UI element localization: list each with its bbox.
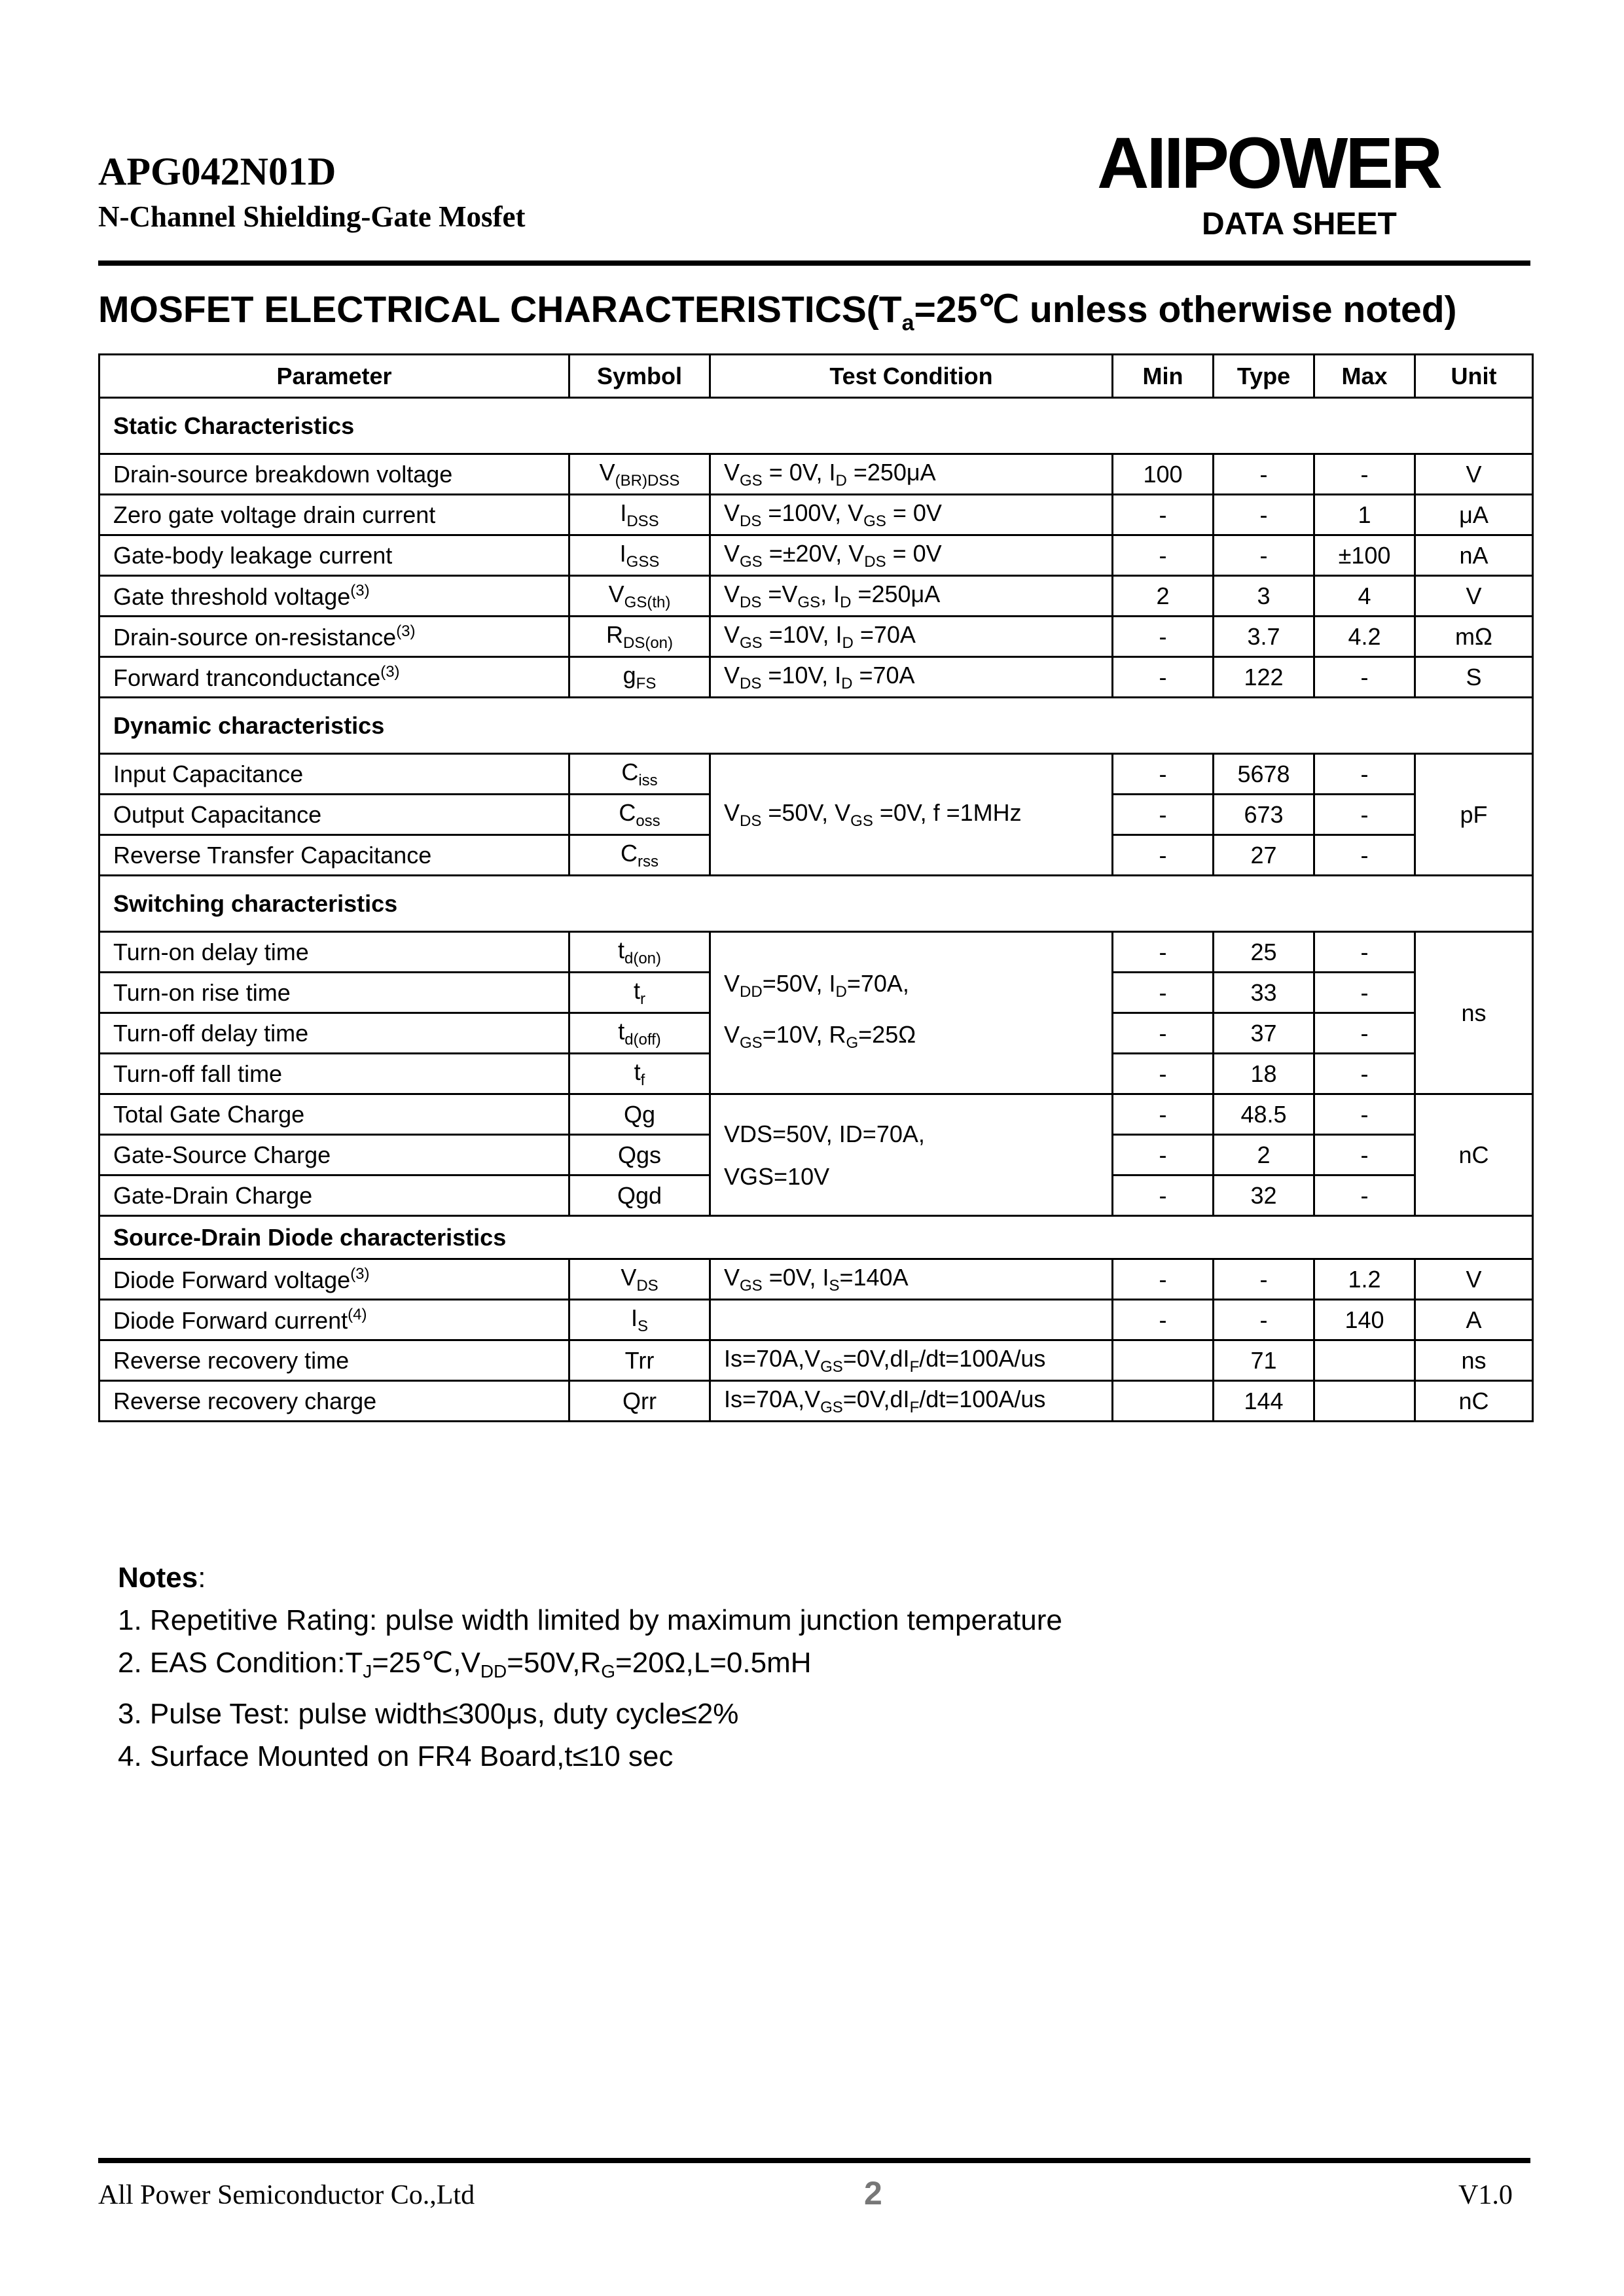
max-cell: - [1314, 454, 1415, 495]
company-name: All Power Semiconductor Co.,Ltd [98, 2180, 475, 2210]
min-cell: - [1113, 1175, 1214, 1216]
symbol-cell: $I_{DSS}$ [569, 495, 710, 535]
typ-cell: 5678 [1214, 754, 1314, 795]
header-parameter: Parameter [99, 355, 569, 398]
param-cell: Zero gate voltage drain current [99, 495, 569, 535]
condition-cell: $V_{DS} =V_{GS}$, $I_D =250\mu A$ [710, 576, 1113, 617]
symbol-cell: Qgd [569, 1175, 710, 1216]
condition-cell [710, 1300, 1113, 1340]
max-cell: 1.2 [1314, 1259, 1415, 1300]
min-cell: - [1113, 1259, 1214, 1300]
max-cell: - [1314, 835, 1415, 876]
symbol-cell: $I_S$ [569, 1300, 710, 1340]
symbol-cell: $t_{d(on)}$ [569, 932, 710, 973]
min-cell: 100 [1113, 454, 1214, 495]
unit-cell: S [1415, 657, 1533, 698]
param-cell: Gate threshold voltage$^{(3)}$ [99, 576, 569, 617]
min-cell: - [1113, 535, 1214, 576]
unit-cell: ns [1415, 1340, 1533, 1381]
param-cell: Turn-off fall time [99, 1054, 569, 1094]
company-logo [1097, 123, 1503, 245]
param-cell: Turn-on delay time [99, 932, 569, 973]
note-2: 2. EAS $Condition:T_J=25℃,V_{DD}=50V,R_G=20\Omega,L=0.5mH$ [118, 1647, 812, 1681]
unit-cell: pF [1415, 754, 1533, 876]
min-cell: 2 [1113, 576, 1214, 617]
max-cell: - [1314, 1175, 1415, 1216]
param-cell: Reverse recovery time [99, 1340, 569, 1381]
unit-cell: nA [1415, 535, 1533, 576]
header-typ: Type [1214, 355, 1314, 398]
typ-cell: 673 [1214, 795, 1314, 835]
param-cell: Reverse recovery charge [99, 1381, 569, 1422]
min-cell: - [1113, 617, 1214, 657]
symbol-cell: Trr [569, 1340, 710, 1381]
condition-cell: $V_{DS} =100V$, $V_{GS} = 0V$ [710, 495, 1113, 535]
typ-cell: 27 [1214, 835, 1314, 876]
unit-cell: μA [1415, 495, 1533, 535]
max-cell [1314, 1381, 1415, 1422]
typ-cell: 3.7 [1214, 617, 1314, 657]
max-cell: - [1314, 1135, 1415, 1175]
section-label: Dynamic characteristics [99, 698, 1533, 754]
section-label: Static Characteristics [99, 398, 1533, 454]
max-cell: 4 [1314, 576, 1415, 617]
table-row [99, 1340, 1533, 1381]
typ-cell: 32 [1214, 1175, 1314, 1216]
param-cell: Diode Forward current$^{(4)}$ [99, 1300, 569, 1340]
condition-cell: VDS=50V, ID=70A, VGS=10V [710, 1094, 1113, 1216]
max-cell: - [1314, 657, 1415, 698]
section-row [99, 876, 1533, 932]
symbol-cell: $C_{oss}$ [569, 795, 710, 835]
typ-cell: 144 [1214, 1381, 1314, 1422]
typ-cell: 48.5 [1214, 1094, 1314, 1135]
unit-cell: V [1415, 1259, 1533, 1300]
section-row [99, 398, 1533, 454]
symbol-cell: $t_{d(off)}$ [569, 1013, 710, 1054]
max-cell: - [1314, 795, 1415, 835]
header-symbol: Symbol [569, 355, 710, 398]
min-cell [1113, 1340, 1214, 1381]
typ-cell: - [1214, 495, 1314, 535]
unit-cell: nC [1415, 1094, 1533, 1216]
param-cell: Total Gate Charge [99, 1094, 569, 1135]
param-cell: Turn-on rise time [99, 973, 569, 1013]
param-cell: Turn-off delay time [99, 1013, 569, 1054]
section-title: MOSFET ELECTRICAL $CHARACTERISTICS(T_a=25℃$ unless otherwise noted) [98, 289, 1457, 336]
table-row [99, 1259, 1533, 1300]
unit-cell: nC [1415, 1381, 1533, 1422]
unit-cell: A [1415, 1300, 1533, 1340]
table-row [99, 754, 1533, 795]
note-4: 4. Surface Mounted on FR4 Board,t≤10 sec [118, 1740, 674, 1772]
param-cell: Forward tranconductance$^{(3)}$ [99, 657, 569, 698]
min-cell: - [1113, 973, 1214, 1013]
table-row [99, 1094, 1533, 1135]
max-cell: - [1314, 1094, 1415, 1135]
typ-cell: 71 [1214, 1340, 1314, 1381]
typ-cell: 33 [1214, 973, 1314, 1013]
typ-cell: 3 [1214, 576, 1314, 617]
param-cell: Reverse Transfer Capacitance [99, 835, 569, 876]
footer-divider [98, 2158, 1530, 2163]
header-min: Min [1113, 355, 1214, 398]
condition-cell: $V_{GS} =0V$, $I_S=140A$ [710, 1259, 1113, 1300]
electrical-characteristics-table [98, 353, 1534, 1422]
symbol-cell: $I_{GSS}$ [569, 535, 710, 576]
param-cell: Gate-body leakage current [99, 535, 569, 576]
max-cell: - [1314, 973, 1415, 1013]
min-cell [1113, 1381, 1214, 1422]
table-row [99, 657, 1533, 698]
param-cell: Drain-source on-resistance$^{(3)}$ [99, 617, 569, 657]
symbol-cell: $V_{(BR)DSS}$ [569, 454, 710, 495]
unit-cell: mΩ [1415, 617, 1533, 657]
max-cell [1314, 1340, 1415, 1381]
max-cell: - [1314, 754, 1415, 795]
page-number: 2 [864, 2175, 882, 2212]
min-cell: - [1113, 495, 1214, 535]
typ-cell: 122 [1214, 657, 1314, 698]
symbol-cell: $C_{rss}$ [569, 835, 710, 876]
part-number: APG042N01D [98, 150, 336, 193]
table-row [99, 495, 1533, 535]
min-cell: - [1113, 1054, 1214, 1094]
unit-cell: V [1415, 454, 1533, 495]
max-cell: ±100 [1314, 535, 1415, 576]
param-cell: Drain-source breakdown voltage [99, 454, 569, 495]
symbol-cell: $C_{iss}$ [569, 754, 710, 795]
typ-cell: - [1214, 1300, 1314, 1340]
symbol-cell: $R_{DS(on)}$ [569, 617, 710, 657]
param-cell: Output Capacitance [99, 795, 569, 835]
symbol-cell: Qrr [569, 1381, 710, 1422]
device-subtitle: N-Channel Shielding-Gate Mosfet [98, 200, 526, 233]
section-row [99, 698, 1533, 754]
symbol-cell: Qg [569, 1094, 710, 1135]
table-header-row [99, 355, 1533, 398]
header-max: Max [1314, 355, 1415, 398]
typ-cell: 25 [1214, 932, 1314, 973]
table-row [99, 932, 1533, 973]
param-cell: Input Capacitance [99, 754, 569, 795]
logo-subtitle: DATA SHEET [1202, 207, 1397, 242]
condition-cell: $V_{GS} =10V$, $I_D =70A$ [710, 617, 1113, 657]
max-cell: 1 [1314, 495, 1415, 535]
max-cell: - [1314, 1054, 1415, 1094]
section-row [99, 1216, 1533, 1259]
typ-cell: 2 [1214, 1135, 1314, 1175]
table-row [99, 1300, 1533, 1340]
table-row [99, 535, 1533, 576]
symbol-cell: Qgs [569, 1135, 710, 1175]
condition-cell: $V_{DS} =50V$, $V_{GS} =0V$, f =1MHz [710, 754, 1113, 876]
header-condition: Test Condition [710, 355, 1113, 398]
typ-cell: - [1214, 1259, 1314, 1300]
param-cell: Gate-Drain Charge [99, 1175, 569, 1216]
max-cell: 4.2 [1314, 617, 1415, 657]
min-cell: - [1113, 1135, 1214, 1175]
notes-heading: Notes: [118, 1562, 206, 1594]
header-unit: Unit [1415, 355, 1533, 398]
document-version: V1.0 [1458, 2180, 1513, 2210]
table-row [99, 454, 1533, 495]
param-cell: Diode Forward voltage$^{(3)}$ [99, 1259, 569, 1300]
table-row [99, 1381, 1533, 1422]
notes-block [118, 1556, 1062, 1778]
symbol-cell: $t_f$ [569, 1054, 710, 1094]
min-cell: - [1113, 657, 1214, 698]
symbol-cell: $g_{FS}$ [569, 657, 710, 698]
logo-wordmark: AIIPOWER [1097, 123, 1441, 204]
header-divider [98, 260, 1530, 266]
typ-cell: - [1214, 454, 1314, 495]
min-cell: - [1113, 795, 1214, 835]
max-cell: 140 [1314, 1300, 1415, 1340]
symbol-cell: $t_r$ [569, 973, 710, 1013]
min-cell: - [1113, 1094, 1214, 1135]
condition-cell: $Is=70A,V_{GS}=0V,dI_F/dt=100A/us$ [710, 1381, 1113, 1422]
min-cell: - [1113, 932, 1214, 973]
typ-cell: - [1214, 535, 1314, 576]
symbol-cell: $V_{GS(th)}$ [569, 576, 710, 617]
min-cell: - [1113, 1300, 1214, 1340]
condition-cell: $V_{GS} =\pm 20V$, $V_{DS} = 0V$ [710, 535, 1113, 576]
typ-cell: 18 [1214, 1054, 1314, 1094]
section-label: Source-Drain Diode characteristics [99, 1216, 1533, 1259]
min-cell: - [1113, 1013, 1214, 1054]
min-cell: - [1113, 835, 1214, 876]
unit-cell: V [1415, 576, 1533, 617]
note-1: 1. Repetitive Rating: pulse width limited by maximum junction temperature [118, 1604, 1062, 1636]
condition-cell: $V_{DD}=50V$, $I_D=70A$, $V_{GS}=10V$, $R_G=25\Omega$ [710, 932, 1113, 1094]
condition-cell: $V_{GS} = 0V$, $I_D =250\mu A$ [710, 454, 1113, 495]
table-row [99, 617, 1533, 657]
condition-cell: $Is=70A,V_{GS}=0V,dI_F/dt=100A/us$ [710, 1340, 1113, 1381]
symbol-cell: $V_{DS}$ [569, 1259, 710, 1300]
typ-cell: 37 [1214, 1013, 1314, 1054]
max-cell: - [1314, 1013, 1415, 1054]
max-cell: - [1314, 932, 1415, 973]
unit-cell: ns [1415, 932, 1533, 1094]
param-cell: Gate-Source Charge [99, 1135, 569, 1175]
section-label: Switching characteristics [99, 876, 1533, 932]
table-row [99, 576, 1533, 617]
note-3: 3. Pulse Test: pulse width≤300μs, duty cycle≤2% [118, 1698, 739, 1730]
condition-cell: $V_{DS} =10V$, $I_D =70A$ [710, 657, 1113, 698]
min-cell: - [1113, 754, 1214, 795]
